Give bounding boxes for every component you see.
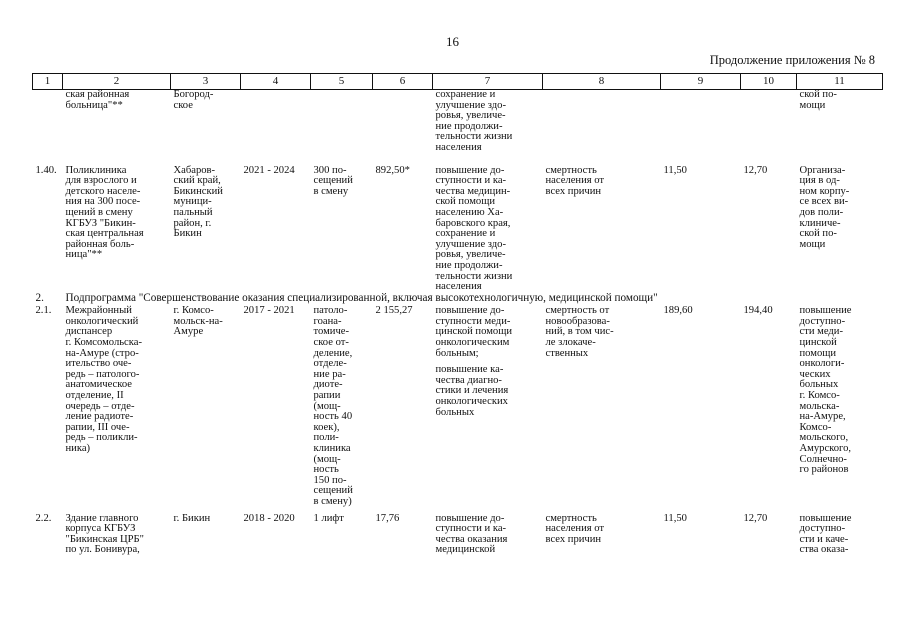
indicator-value-2: 194,40	[743, 305, 773, 317]
page-number: 16	[446, 34, 459, 49]
col-header-1: 1	[33, 74, 63, 90]
col-header-7: 7	[433, 74, 543, 90]
indicator-value-1: 11,50	[663, 164, 687, 176]
indicator: смертность населения от всех причин	[545, 512, 605, 545]
appendix-table	[32, 73, 883, 556]
table-row	[33, 306, 883, 507]
capacity: патоло- гоана- томиче- ское от- деление, отделе- ние ра- диоте- рапии (мощ- ность 40 коек), поли- клиника (мощ- ность 150 по- сещений в смену)	[313, 305, 353, 507]
capacity: 300 по- сещений в смену	[313, 164, 353, 197]
col-header-9: 9	[661, 74, 741, 90]
col-header-10: 10	[741, 74, 797, 90]
cost	[373, 90, 433, 154]
indicator: смертность населения от всех причин	[545, 164, 605, 197]
goal-secondary: повышение ка- чества диагно- стики и лечения онкологических больных	[435, 364, 509, 418]
period: 2021 - 2024	[243, 164, 295, 176]
object-name: Поликлиника для взрослого и детского населе- ния на 300 посе- щений в смену КГБУЗ "Бикин- ская центральная районная боль- ница"**	[65, 164, 144, 261]
cost: 892,50*	[375, 164, 410, 176]
indicator-value-2: 12,70	[743, 164, 768, 176]
header-row	[33, 74, 883, 90]
indicator-value-1	[661, 90, 741, 154]
period: 2017 - 2021	[243, 305, 295, 317]
capacity: 1 лифт	[313, 512, 344, 524]
expected-result: повышение доступно- сти меди- цинской помощи онкологи- ческих больных г. Комсо- мольска- на-Амуре, Комсо- мольского, Амурского, Солнечно- го районов	[799, 305, 852, 476]
row-number: 2.1.	[35, 305, 52, 317]
col-header-6: 6	[373, 74, 433, 90]
row-number	[33, 90, 63, 154]
object-location: Богород- ское	[173, 89, 214, 111]
subprogram-row	[33, 293, 883, 304]
period	[241, 90, 311, 154]
indicator-value-1: 11,50	[663, 512, 687, 524]
row-number: 2.2.	[35, 512, 52, 524]
col-header-11: 11	[797, 74, 883, 90]
indicator-value-1: 189,60	[663, 305, 693, 317]
subprogram-number: 2.	[35, 291, 44, 304]
cost: 17,76	[375, 512, 400, 524]
col-header-2: 2	[63, 74, 171, 90]
row-number: 1.40.	[35, 164, 57, 176]
indicator-value-2: 12,70	[743, 512, 768, 524]
expected-result: Организа- ция в од- ном корпу- се всех ви- дов поли- клиниче- ской по- мощи	[799, 164, 850, 250]
goal: повышение до- ступности и ка- чества медицин- ской помощи населению Ха- баровского края, сохранение и улучшение здо- ровья, увеличе- ние продолжи- тельности жизни населения	[435, 164, 513, 293]
col-header-4: 4	[241, 74, 311, 90]
table-row	[33, 90, 883, 154]
period: 2018 - 2020	[243, 512, 295, 524]
continuation-caption: Продолжение приложения № 8	[709, 53, 875, 67]
object-name: Межрайонный онкологический диспансер г. Комсомольска- на-Амуре (стро- ительство оче- редь – патолого- анатомическое отделение, II очередь – отде- ление радиоте- рапии, III оче- редь – поликли- ника)	[65, 305, 142, 454]
goal: сохранение и улучшение здо- ровья, увеличе- ние продолжи- тельности жизни населения	[435, 89, 513, 153]
indicator: смертность от новообразова- ний, в том чис- ле злокаче- ственных	[545, 305, 614, 359]
expected-result: повышение доступно- сти и каче- ства оказа-	[799, 512, 852, 556]
object-name: Здание главного корпуса КГБУЗ "Бикинская ЦРБ" по ул. Бонивура,	[65, 512, 144, 556]
table-row	[33, 514, 883, 556]
capacity	[311, 90, 373, 154]
cost: 2 155,27	[375, 305, 413, 317]
object-location: г. Бикин	[173, 512, 211, 524]
expected-result: ской по- мощи	[799, 89, 837, 111]
indicator	[543, 90, 661, 154]
col-header-5: 5	[311, 74, 373, 90]
goal: повышение до- ступности и ка- чества оказания медицинской	[435, 512, 508, 556]
col-header-3: 3	[171, 74, 241, 90]
subprogram-title: Подпрограмма "Совершенствование оказания специализированной, включая высокотехнологичную, медицинской помощи"	[65, 291, 658, 304]
object-location: Хабаров- ский край, Бикинский муници- пальный район, г. Бикин	[173, 164, 223, 240]
col-header-8: 8	[543, 74, 661, 90]
object-name: ская районная больница"**	[65, 89, 130, 111]
table-row	[33, 166, 883, 293]
indicator-value-2	[741, 90, 797, 154]
goal: повышение до- ступности меди- цинской помощи онкологическим больным;	[435, 305, 513, 359]
goal-cell	[433, 306, 543, 507]
object-location: г. Комсо- мольск-на- Амуре	[173, 305, 223, 338]
